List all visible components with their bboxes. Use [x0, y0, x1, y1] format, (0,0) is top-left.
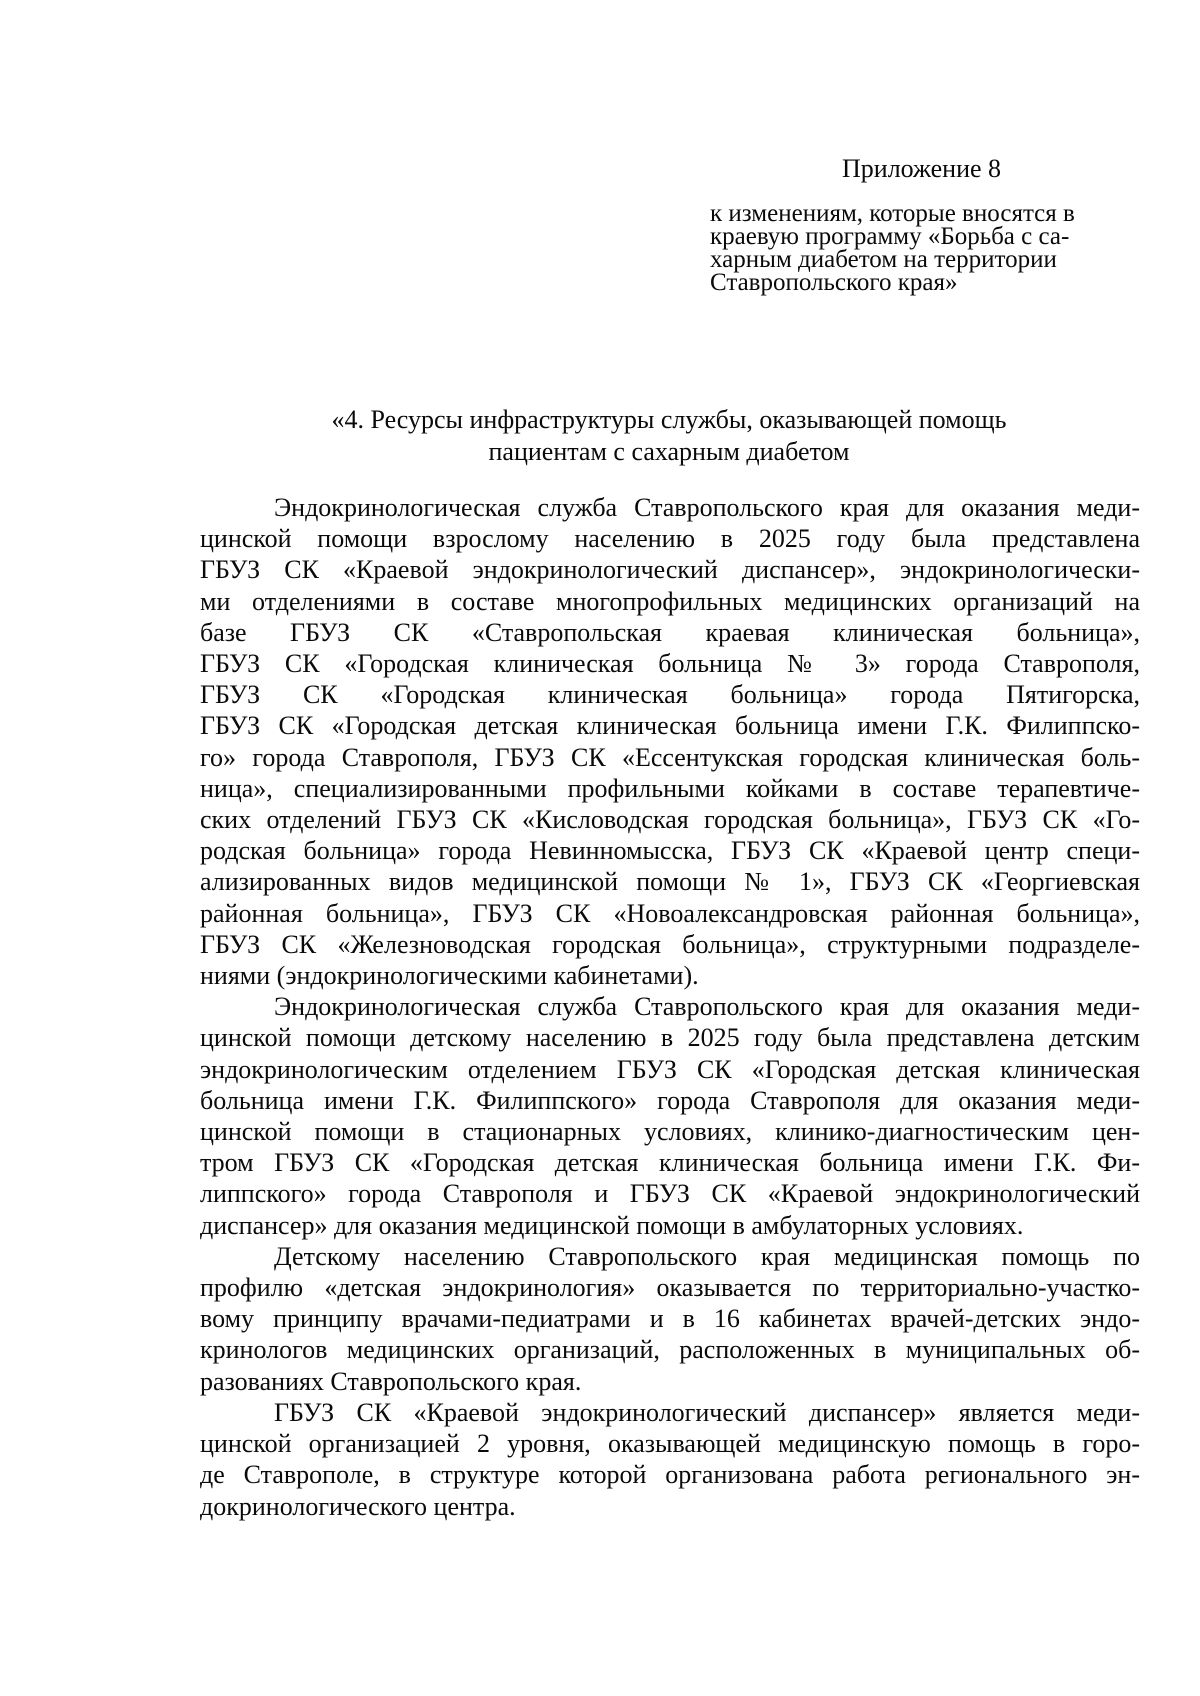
paragraph-line: больница имени Г.К. Филиппского» города Ставрополя для оказания меди-	[200, 1085, 1140, 1115]
paragraph-line: ГБУЗ СК «Городская клиническая больница» города Пятигорска,	[200, 680, 1140, 710]
paragraph-line: родская больница» города Невинномысска, ГБУЗ СК «Краевой центр специ-	[200, 836, 1140, 866]
paragraph-line: эндокринологическим отделением ГБУЗ СК «Городская детская клиническая	[200, 1054, 1140, 1084]
section-heading-line: «4. Ресурсы инфраструктуры службы, оказывающей помощь	[331, 405, 1007, 434]
body-text	[200, 492, 1140, 1522]
body-paragraph	[200, 492, 1140, 991]
paragraph-line: разованиях Ставропольского края.	[200, 1366, 582, 1396]
paragraph-line: ГБУЗ СК «Краевой эндокринологический диспансер», эндокринологически-	[200, 555, 1140, 585]
paragraph-line: Эндокринологическая служба Ставропольского края для оказания меди-	[274, 992, 1140, 1022]
appendix-title: Приложение 8	[842, 154, 1002, 183]
paragraph-line: диспансер» для оказания медицинской помощи в амбулаторных условиях.	[200, 1210, 1024, 1240]
paragraph-line: профилю «детская эндокринология» оказывается по территориально-участко-	[200, 1273, 1140, 1303]
paragraph-line: цинской помощи детскому населению в 2025 году была представлена детским	[200, 1023, 1140, 1053]
body-paragraph	[200, 991, 1140, 1241]
paragraph-line: тром ГБУЗ СК «Городская детская клиническая больница имени Г.К. Фи-	[200, 1148, 1140, 1178]
paragraph-line: цинской помощи взрослому населению в 2025 году была представлена	[200, 524, 1140, 554]
paragraph-line: кринологов медицинских организаций, расположенных в муниципальных об-	[200, 1335, 1140, 1365]
paragraph-line: Эндокринологическая служба Ставропольского края для оказания меди-	[274, 493, 1140, 522]
section-heading	[200, 404, 1138, 468]
paragraph-line: ГБУЗ СК «Городская детская клиническая больница имени Г.К. Филиппско-	[200, 711, 1140, 741]
paragraph-line: ница», специализированными профильными койками в составе терапевтиче-	[200, 773, 1140, 803]
paragraph-line: районная больница», ГБУЗ СК «Новоалександровская районная больница»,	[200, 898, 1140, 928]
paragraph-line: ми отделениями в составе многопрофильных медицинских организаций на	[200, 586, 1140, 616]
paragraph-line: ализированных видов медицинской помощи № 1», ГБУЗ СК «Георгиевская	[200, 867, 1140, 897]
paragraph-line: цинской помощи в стационарных условиях, клинико-диагностическим цен-	[200, 1117, 1140, 1147]
appendix-note-line: харным диабетом на территории	[710, 246, 1057, 273]
paragraph-line: ских отделений ГБУЗ СК «Кисловодская городская больница», ГБУЗ СК «Го-	[200, 805, 1140, 835]
appendix-note-line: Ставропольского края»	[710, 269, 958, 296]
body-paragraph	[200, 1397, 1140, 1522]
paragraph-line: ГБУЗ СК «Городская клиническая больница № 3» города Ставрополя,	[200, 649, 1140, 679]
paragraph-line: цинской организацией 2 уровня, оказывающей медицинскую помощь в горо-	[200, 1429, 1140, 1459]
paragraph-line: го» города Ставрополя, ГБУЗ СК «Ессентукская городская клиническая боль-	[200, 742, 1140, 772]
paragraph-line: базе ГБУЗ СК «Ставропольская краевая клиническая больница»,	[200, 617, 1140, 647]
body-paragraph	[200, 1241, 1140, 1397]
paragraph-line: ниями (эндокринологическими кабинетами).	[200, 961, 699, 991]
paragraph-line: Детскому населению Ставропольского края медицинская помощь по	[274, 1241, 1140, 1271]
appendix-note-line: краевую программу «Борьба с са-	[710, 223, 1070, 250]
appendix-note	[710, 202, 1142, 294]
paragraph-line: докринологического центра.	[200, 1491, 516, 1521]
paragraph-line: липпского» города Ставрополя и ГБУЗ СК «Краевой эндокринологический	[200, 1179, 1140, 1209]
section-heading-line: пациентам с сахарным диабетом	[488, 437, 850, 466]
paragraph-line: вому принципу врачами-педиатрами и в 16 кабинетах врачей-детских эндо-	[200, 1304, 1140, 1334]
appendix-note-line: к изменениям, которые вносятся в	[710, 200, 1075, 227]
paragraph-line: ГБУЗ СК «Железноводская городская больница», структурными подразделе-	[200, 929, 1140, 959]
paragraph-line: ГБУЗ СК «Краевой эндокринологический диспансер» является меди-	[274, 1397, 1140, 1427]
paragraph-line: де Ставрополе, в структуре которой организована работа регионального эн-	[200, 1460, 1140, 1490]
